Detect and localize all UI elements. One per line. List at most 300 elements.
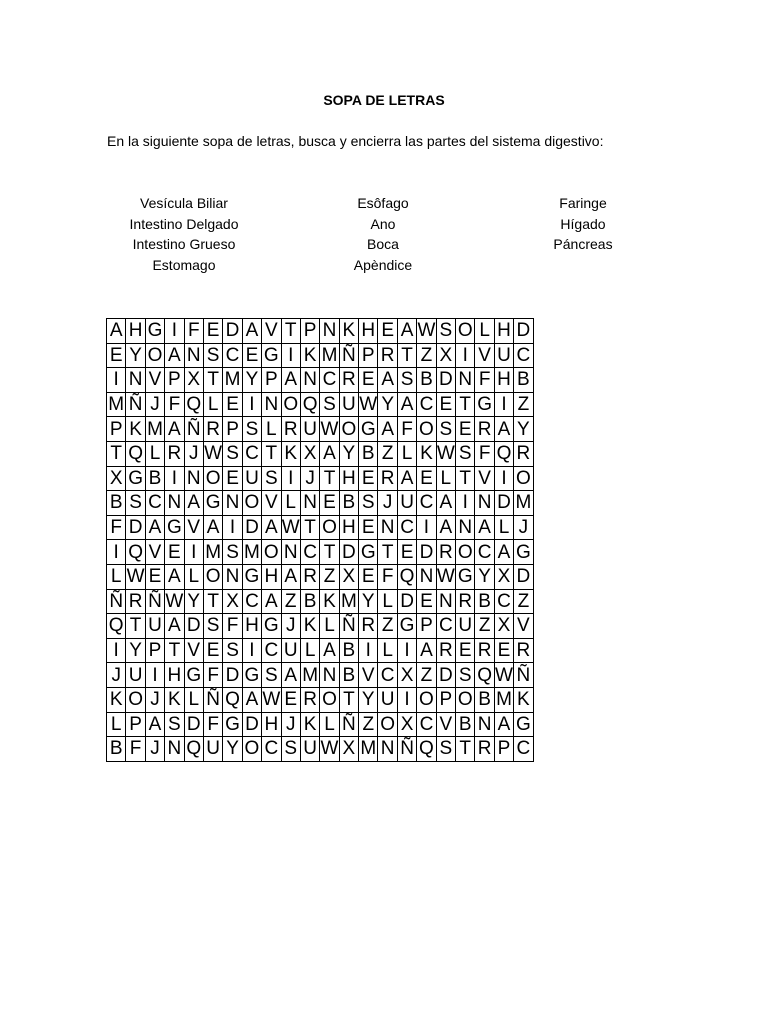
grid-cell[interactable]: E xyxy=(320,491,339,516)
grid-cell[interactable]: T xyxy=(203,368,222,393)
grid-cell[interactable]: B xyxy=(300,589,319,614)
grid-cell[interactable]: Q xyxy=(126,540,145,565)
grid-cell[interactable]: B xyxy=(359,441,378,466)
grid-cell[interactable]: W xyxy=(436,566,455,588)
grid-cell[interactable]: T xyxy=(378,540,397,565)
grid-cell[interactable]: U xyxy=(300,737,319,762)
grid-cell[interactable]: W xyxy=(281,517,300,539)
grid-cell[interactable]: T xyxy=(300,515,319,540)
grid-cell[interactable]: Y xyxy=(378,392,397,417)
grid-cell[interactable]: L xyxy=(378,638,397,663)
grid-cell[interactable]: I xyxy=(107,540,126,565)
grid-cell[interactable]: F xyxy=(184,319,203,344)
grid-cell[interactable]: Ñ xyxy=(339,343,358,368)
grid-cell[interactable]: G xyxy=(203,491,222,516)
grid-cell[interactable]: C xyxy=(378,663,397,688)
grid-cell[interactable]: O xyxy=(456,687,475,712)
grid-cell[interactable]: R xyxy=(475,417,494,442)
grid-cell[interactable]: Q xyxy=(184,392,203,417)
grid-cell[interactable]: G xyxy=(242,663,261,688)
grid-cell[interactable]: A xyxy=(436,491,455,516)
grid-cell[interactable]: B xyxy=(514,368,533,393)
grid-cell[interactable]: R xyxy=(456,589,475,614)
grid-cell[interactable]: P xyxy=(223,417,242,442)
grid-cell[interactable]: A xyxy=(165,564,184,589)
grid-cell[interactable]: Q xyxy=(223,687,242,712)
grid-cell[interactable]: N xyxy=(184,466,203,491)
grid-cell[interactable]: I xyxy=(456,343,475,368)
grid-cell[interactable]: M xyxy=(205,541,222,563)
grid-cell[interactable]: D xyxy=(223,663,242,688)
grid-cell[interactable]: G xyxy=(242,564,261,589)
grid-cell[interactable]: E xyxy=(359,515,378,540)
grid-cell[interactable]: D xyxy=(514,319,533,344)
grid-cell[interactable]: M xyxy=(302,664,319,686)
grid-cell[interactable]: S xyxy=(262,663,281,688)
grid-cell[interactable]: I xyxy=(223,515,242,540)
grid-cell[interactable]: A xyxy=(262,515,281,540)
grid-cell[interactable]: B xyxy=(475,687,494,712)
grid-cell[interactable]: X xyxy=(494,564,513,589)
grid-cell[interactable]: X xyxy=(184,368,203,393)
grid-cell[interactable]: B xyxy=(456,712,475,737)
grid-cell[interactable]: S xyxy=(223,540,242,565)
grid-cell[interactable]: J xyxy=(145,392,164,417)
grid-cell[interactable]: Y xyxy=(359,589,378,614)
grid-cell[interactable]: F xyxy=(475,441,494,466)
grid-cell[interactable]: S xyxy=(359,491,378,516)
grid-cell[interactable]: Z xyxy=(320,564,339,589)
grid-cell[interactable]: A xyxy=(475,515,494,540)
grid-cell[interactable]: B xyxy=(107,491,126,516)
grid-cell[interactable]: S xyxy=(165,712,184,737)
grid-cell[interactable]: P xyxy=(436,687,455,712)
grid-cell[interactable]: A xyxy=(165,343,184,368)
grid-cell[interactable]: L xyxy=(184,564,203,589)
grid-cell[interactable]: N xyxy=(436,589,455,614)
grid-cell[interactable]: O xyxy=(378,712,397,737)
grid-cell[interactable]: U xyxy=(378,687,397,712)
grid-cell[interactable]: O xyxy=(417,687,436,712)
grid-cell[interactable]: H xyxy=(339,515,358,540)
grid-cell[interactable]: W xyxy=(436,443,455,465)
grid-cell[interactable]: R xyxy=(339,368,358,393)
grid-cell[interactable]: E xyxy=(107,343,126,368)
grid-cell[interactable]: K xyxy=(300,614,319,639)
grid-cell[interactable]: O xyxy=(456,319,475,344)
grid-cell[interactable]: P xyxy=(165,368,184,393)
grid-cell[interactable]: X xyxy=(300,441,319,466)
grid-cell[interactable]: O xyxy=(203,466,222,491)
grid-cell[interactable]: Z xyxy=(514,589,533,614)
grid-cell[interactable]: A xyxy=(378,368,397,393)
grid-cell[interactable]: O xyxy=(262,540,281,565)
grid-cell[interactable]: E xyxy=(417,589,436,614)
grid-cell[interactable]: N xyxy=(378,737,397,762)
grid-cell[interactable]: L xyxy=(300,638,319,663)
grid-cell[interactable]: A xyxy=(184,491,203,516)
grid-cell[interactable]: X xyxy=(494,614,513,639)
grid-cell[interactable]: T xyxy=(320,540,339,565)
grid-cell[interactable]: X xyxy=(339,564,358,589)
grid-cell[interactable]: O xyxy=(145,343,164,368)
grid-cell[interactable]: A xyxy=(494,712,513,737)
grid-cell[interactable]: V xyxy=(262,319,281,344)
grid-cell[interactable]: C xyxy=(262,737,281,762)
grid-cell[interactable]: W xyxy=(126,566,145,588)
grid-cell[interactable]: U xyxy=(339,392,358,417)
grid-cell[interactable]: S xyxy=(223,441,242,466)
grid-cell[interactable]: H xyxy=(494,319,513,344)
grid-cell[interactable]: L xyxy=(145,441,164,466)
grid-cell[interactable]: E xyxy=(456,638,475,663)
grid-cell[interactable]: N xyxy=(184,343,203,368)
grid-cell[interactable]: K xyxy=(165,687,184,712)
grid-cell[interactable]: I xyxy=(281,466,300,491)
grid-cell[interactable]: D xyxy=(126,515,145,540)
grid-cell[interactable]: O xyxy=(203,564,222,589)
grid-cell[interactable]: L xyxy=(494,515,513,540)
grid-cell[interactable]: X xyxy=(397,712,416,737)
grid-cell[interactable]: L xyxy=(262,417,281,442)
grid-cell[interactable]: P xyxy=(126,712,145,737)
grid-cell[interactable]: R xyxy=(436,638,455,663)
grid-cell[interactable]: Z xyxy=(281,589,300,614)
grid-cell[interactable]: Ñ xyxy=(514,663,533,688)
grid-cell[interactable]: D xyxy=(242,712,261,737)
grid-cell[interactable]: A xyxy=(378,417,397,442)
grid-cell[interactable]: K xyxy=(281,441,300,466)
grid-cell[interactable]: K xyxy=(339,319,358,344)
grid-cell[interactable]: C xyxy=(514,737,533,762)
grid-cell[interactable]: A xyxy=(242,319,261,344)
grid-cell[interactable]: W xyxy=(320,418,339,440)
grid-cell[interactable]: M xyxy=(224,369,241,391)
grid-cell[interactable]: L xyxy=(320,614,339,639)
grid-cell[interactable]: V xyxy=(475,466,494,491)
grid-cell[interactable]: C xyxy=(475,540,494,565)
grid-cell[interactable]: A xyxy=(320,638,339,663)
grid-cell[interactable]: A xyxy=(494,417,513,442)
grid-cell[interactable]: A xyxy=(145,712,164,737)
grid-cell[interactable]: M xyxy=(340,590,357,612)
grid-cell[interactable]: Ñ xyxy=(397,737,416,762)
grid-cell[interactable]: Ñ xyxy=(184,417,203,442)
grid-cell[interactable]: M xyxy=(147,418,163,440)
grid-cell[interactable]: Y xyxy=(242,368,261,393)
grid-cell[interactable]: H xyxy=(242,614,261,639)
grid-cell[interactable]: Q xyxy=(107,614,126,639)
grid-cell[interactable]: N xyxy=(300,368,319,393)
grid-cell[interactable]: S xyxy=(242,417,261,442)
grid-cell[interactable]: Y xyxy=(359,687,378,712)
grid-cell[interactable]: U xyxy=(145,614,164,639)
grid-cell[interactable]: F xyxy=(107,515,126,540)
grid-cell[interactable]: W xyxy=(165,590,184,612)
grid-cell[interactable]: I xyxy=(359,638,378,663)
grid-cell[interactable]: V xyxy=(184,515,203,540)
grid-cell[interactable]: D xyxy=(397,589,416,614)
grid-cell[interactable]: F xyxy=(397,417,416,442)
grid-cell[interactable]: R xyxy=(475,737,494,762)
grid-cell[interactable]: E xyxy=(456,417,475,442)
grid-cell[interactable]: W xyxy=(495,664,513,686)
grid-cell[interactable]: Q xyxy=(300,392,319,417)
grid-cell[interactable]: S xyxy=(203,343,222,368)
grid-cell[interactable]: N xyxy=(417,564,436,589)
grid-cell[interactable]: V xyxy=(145,540,164,565)
grid-cell[interactable]: G xyxy=(514,712,533,737)
grid-cell[interactable]: O xyxy=(320,687,339,712)
grid-cell[interactable]: U xyxy=(456,614,475,639)
grid-cell[interactable]: C xyxy=(417,712,436,737)
grid-cell[interactable]: G xyxy=(456,564,475,589)
grid-cell[interactable]: E xyxy=(436,392,455,417)
grid-cell[interactable]: A xyxy=(262,589,281,614)
grid-cell[interactable]: Q xyxy=(397,564,416,589)
grid-cell[interactable]: T xyxy=(397,343,416,368)
grid-cell[interactable]: C xyxy=(145,491,164,516)
grid-cell[interactable]: C xyxy=(242,589,261,614)
grid-cell[interactable]: W xyxy=(417,320,436,342)
grid-cell[interactable]: L xyxy=(107,564,126,589)
grid-cell[interactable]: C xyxy=(514,343,533,368)
grid-cell[interactable]: Z xyxy=(417,663,436,688)
grid-cell[interactable]: I xyxy=(397,638,416,663)
grid-cell[interactable]: N xyxy=(262,392,281,417)
grid-cell[interactable]: R xyxy=(378,343,397,368)
grid-cell[interactable]: R xyxy=(514,638,533,663)
grid-cell[interactable]: N xyxy=(456,515,475,540)
grid-cell[interactable]: Q xyxy=(126,441,145,466)
grid-cell[interactable]: J xyxy=(145,737,164,762)
grid-cell[interactable]: N xyxy=(165,737,184,762)
grid-cell[interactable]: B xyxy=(417,368,436,393)
grid-cell[interactable]: P xyxy=(494,737,513,762)
grid-cell[interactable]: I xyxy=(107,638,126,663)
grid-cell[interactable]: L xyxy=(203,392,222,417)
grid-cell[interactable]: J xyxy=(281,712,300,737)
grid-cell[interactable]: V xyxy=(514,614,533,639)
grid-cell[interactable]: G xyxy=(262,614,281,639)
grid-cell[interactable]: P xyxy=(145,638,164,663)
grid-cell[interactable]: S xyxy=(203,614,222,639)
grid-cell[interactable]: H xyxy=(165,663,184,688)
grid-cell[interactable]: K xyxy=(126,417,145,442)
grid-cell[interactable]: R xyxy=(436,540,455,565)
grid-cell[interactable]: S xyxy=(320,392,339,417)
grid-cell[interactable]: J xyxy=(107,663,126,688)
grid-cell[interactable]: I xyxy=(494,466,513,491)
grid-cell[interactable]: A xyxy=(320,441,339,466)
grid-cell[interactable]: R xyxy=(126,589,145,614)
grid-cell[interactable]: D xyxy=(223,319,242,344)
grid-cell[interactable]: L xyxy=(378,589,397,614)
grid-cell[interactable]: D xyxy=(184,712,203,737)
grid-cell[interactable]: S xyxy=(456,441,475,466)
grid-cell[interactable]: H xyxy=(359,319,378,344)
grid-cell[interactable]: R xyxy=(475,638,494,663)
grid-cell[interactable]: Ñ xyxy=(203,687,222,712)
grid-cell[interactable]: Q xyxy=(475,663,494,688)
grid-cell[interactable]: G xyxy=(475,392,494,417)
grid-cell[interactable]: E xyxy=(359,466,378,491)
grid-cell[interactable]: U xyxy=(397,491,416,516)
grid-cell[interactable]: C xyxy=(417,491,436,516)
grid-cell[interactable]: K xyxy=(300,343,319,368)
grid-cell[interactable]: N xyxy=(223,491,242,516)
grid-cell[interactable]: Q xyxy=(494,441,513,466)
grid-cell[interactable]: C xyxy=(300,540,319,565)
grid-cell[interactable]: J xyxy=(378,491,397,516)
grid-cell[interactable]: V xyxy=(184,638,203,663)
grid-cell[interactable]: H xyxy=(262,712,281,737)
grid-cell[interactable]: R xyxy=(359,614,378,639)
grid-cell[interactable]: Z xyxy=(475,614,494,639)
grid-cell[interactable]: A xyxy=(494,540,513,565)
grid-cell[interactable]: F xyxy=(203,663,222,688)
grid-cell[interactable]: N xyxy=(475,712,494,737)
grid-cell[interactable]: C xyxy=(242,441,261,466)
grid-cell[interactable]: T xyxy=(262,441,281,466)
grid-cell[interactable]: W xyxy=(204,443,223,465)
grid-cell[interactable]: H xyxy=(262,564,281,589)
grid-cell[interactable]: U xyxy=(300,417,319,442)
grid-cell[interactable]: P xyxy=(417,614,436,639)
grid-cell[interactable]: T xyxy=(320,466,339,491)
grid-cell[interactable]: Z xyxy=(417,343,436,368)
grid-cell[interactable]: K xyxy=(514,687,533,712)
grid-cell[interactable]: Ñ xyxy=(339,712,358,737)
grid-cell[interactable]: S xyxy=(436,417,455,442)
grid-cell[interactable]: R xyxy=(378,466,397,491)
grid-cell[interactable]: S xyxy=(281,737,300,762)
grid-cell[interactable]: H xyxy=(126,319,145,344)
grid-cell[interactable]: G xyxy=(397,614,416,639)
grid-cell[interactable]: X xyxy=(436,343,455,368)
grid-cell[interactable]: F xyxy=(203,712,222,737)
grid-cell[interactable]: Ñ xyxy=(145,589,164,614)
grid-cell[interactable]: F xyxy=(223,614,242,639)
grid-cell[interactable]: I xyxy=(456,491,475,516)
grid-cell[interactable]: F xyxy=(126,737,145,762)
grid-cell[interactable]: D xyxy=(436,663,455,688)
grid-cell[interactable]: Ñ xyxy=(107,589,126,614)
grid-cell[interactable]: I xyxy=(107,368,126,393)
grid-cell[interactable]: Q xyxy=(417,737,436,762)
grid-cell[interactable]: Q xyxy=(184,737,203,762)
grid-cell[interactable]: J xyxy=(184,441,203,466)
grid-cell[interactable]: F xyxy=(475,368,494,393)
grid-cell[interactable]: B xyxy=(145,466,164,491)
grid-cell[interactable]: D xyxy=(339,540,358,565)
grid-cell[interactable]: N xyxy=(300,491,319,516)
grid-cell[interactable]: A xyxy=(397,319,416,344)
grid-cell[interactable]: G xyxy=(145,319,164,344)
grid-cell[interactable]: I xyxy=(397,687,416,712)
grid-cell[interactable]: I xyxy=(242,392,261,417)
grid-cell[interactable]: G xyxy=(223,712,242,737)
grid-cell[interactable]: Z xyxy=(378,441,397,466)
grid-cell[interactable]: C xyxy=(417,392,436,417)
grid-cell[interactable]: E xyxy=(378,319,397,344)
grid-cell[interactable]: J xyxy=(300,466,319,491)
grid-cell[interactable]: I xyxy=(242,638,261,663)
grid-cell[interactable]: R xyxy=(300,687,319,712)
grid-cell[interactable]: N xyxy=(281,540,300,565)
grid-cell[interactable]: Y xyxy=(126,343,145,368)
grid-cell[interactable]: C xyxy=(223,343,242,368)
grid-cell[interactable]: Z xyxy=(359,712,378,737)
grid-cell[interactable]: O xyxy=(242,491,261,516)
grid-cell[interactable]: K xyxy=(320,589,339,614)
grid-cell[interactable]: I xyxy=(184,540,203,565)
grid-cell[interactable]: P xyxy=(300,319,319,344)
grid-cell[interactable]: D xyxy=(242,515,261,540)
grid-cell[interactable]: M xyxy=(321,344,338,366)
grid-cell[interactable]: C xyxy=(262,638,281,663)
grid-cell[interactable]: G xyxy=(514,540,533,565)
grid-cell[interactable]: T xyxy=(456,392,475,417)
grid-cell[interactable]: U xyxy=(281,638,300,663)
grid-cell[interactable]: L xyxy=(281,491,300,516)
grid-cell[interactable]: N xyxy=(378,515,397,540)
grid-cell[interactable]: O xyxy=(242,737,261,762)
grid-cell[interactable]: T xyxy=(281,319,300,344)
grid-cell[interactable]: O xyxy=(514,466,533,491)
grid-cell[interactable]: S xyxy=(126,491,145,516)
grid-cell[interactable]: N xyxy=(126,368,145,393)
grid-cell[interactable]: E xyxy=(359,368,378,393)
grid-cell[interactable]: E xyxy=(242,343,261,368)
grid-cell[interactable]: C xyxy=(436,614,455,639)
grid-cell[interactable]: N xyxy=(320,663,339,688)
grid-cell[interactable]: A xyxy=(165,614,184,639)
grid-cell[interactable]: R xyxy=(514,441,533,466)
grid-cell[interactable]: T xyxy=(203,589,222,614)
grid-cell[interactable]: X xyxy=(223,589,242,614)
grid-cell[interactable]: B xyxy=(339,638,358,663)
grid-cell[interactable]: E xyxy=(397,540,416,565)
grid-cell[interactable]: R xyxy=(300,564,319,589)
grid-cell[interactable]: I xyxy=(145,663,164,688)
grid-cell[interactable]: A xyxy=(397,466,416,491)
grid-cell[interactable]: P xyxy=(107,417,126,442)
grid-cell[interactable]: I xyxy=(165,466,184,491)
grid-cell[interactable]: A xyxy=(281,368,300,393)
grid-cell[interactable]: J xyxy=(514,515,533,540)
grid-cell[interactable]: N xyxy=(223,564,242,589)
grid-cell[interactable]: U xyxy=(126,663,145,688)
grid-cell[interactable]: J xyxy=(281,614,300,639)
grid-cell[interactable]: A xyxy=(145,515,164,540)
grid-cell[interactable]: I xyxy=(494,392,513,417)
grid-cell[interactable]: G xyxy=(359,540,378,565)
grid-cell[interactable]: S xyxy=(397,368,416,393)
grid-cell[interactable]: E xyxy=(165,540,184,565)
grid-cell[interactable]: D xyxy=(514,564,533,589)
grid-cell[interactable]: W xyxy=(320,738,339,760)
grid-cell[interactable]: S xyxy=(436,737,455,762)
grid-cell[interactable]: B xyxy=(475,589,494,614)
grid-cell[interactable]: Ñ xyxy=(339,614,358,639)
grid-cell[interactable]: M xyxy=(244,541,260,563)
grid-cell[interactable]: U xyxy=(242,466,261,491)
grid-cell[interactable]: Y xyxy=(339,441,358,466)
grid-cell[interactable]: A xyxy=(165,417,184,442)
grid-cell[interactable]: O xyxy=(456,540,475,565)
grid-cell[interactable]: M xyxy=(496,689,512,711)
